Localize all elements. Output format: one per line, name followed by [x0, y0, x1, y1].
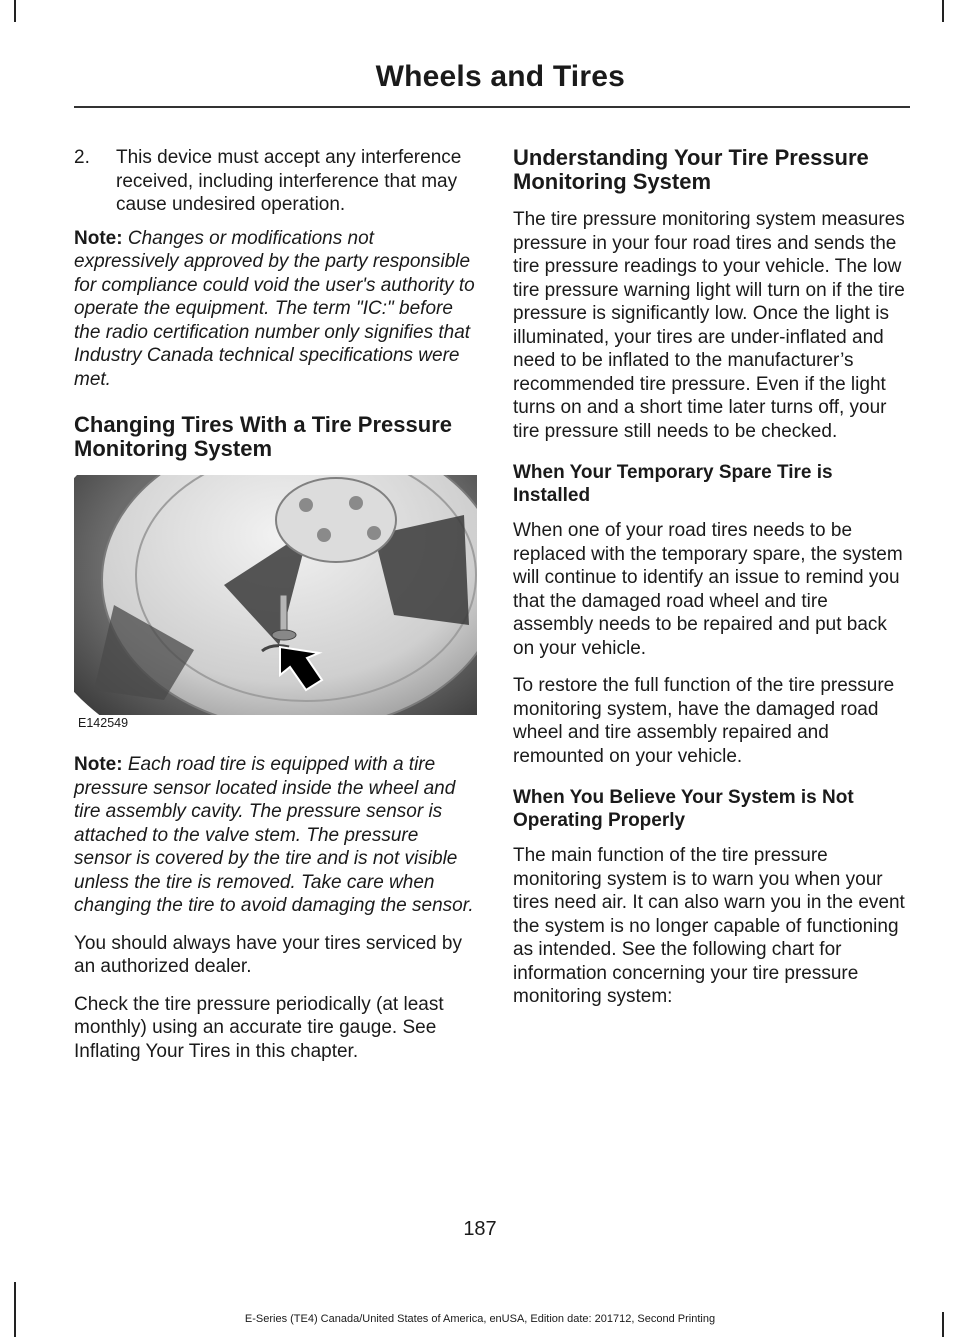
wheel-illustration — [74, 475, 477, 715]
paragraph-main-function: The main function of the tire pressure monitoring system is to warn you when your tires need air. It can also warn you in the event the system is no longer capable of functioning as intended. See the following chart for information concerning your tire pressure monitoring system: — [513, 845, 905, 1007]
paragraph-restore-function: To restore the full function of the tire pressure monitoring system, have the damaged road wheel and tire assembly repaired and remounted on your vehicle. — [513, 675, 895, 767]
page-number: 187 — [463, 1218, 497, 1240]
right-column — [513, 146, 907, 1023]
note-modifications — [74, 227, 477, 392]
subheading-temporary-spare: When Your Temporary Spare Tire is Installed — [513, 462, 833, 506]
note-sensor — [74, 753, 477, 918]
list-item — [74, 146, 477, 217]
crop-mark-top-left — [14, 0, 16, 22]
note-label: Note: — [74, 754, 123, 775]
figure-id: E142549 — [78, 715, 129, 730]
hub — [276, 478, 396, 562]
note-label: Note: — [74, 227, 123, 249]
crop-mark-bottom-left — [14, 1282, 16, 1337]
paragraph-check-pressure: Check the tire pressure periodically (at least monthly) using an accurate tire gauge. See Inflating Your Tires in this chapter. — [74, 993, 444, 1062]
note-text: Changes or modifications not expressively approved by the party responsible for compliance could void the user's authority to operate the equipment. The term "IC:" before the radio certification number only signifies that Industry Canada technical specifications were met. — [74, 227, 475, 390]
list-number: 2. — [74, 147, 90, 168]
footer-edition-info: E-Series (TE4) Canada/United States of America, enUSA, Edition date: 201712, Second Printing — [244, 1313, 716, 1325]
tire-valve-figure — [74, 475, 477, 735]
header-divider — [74, 106, 910, 108]
section-heading-understanding: Understanding Your Tire Pressure Monitoring System — [513, 145, 869, 194]
paragraph-service: You should always have your tires serviced by an authorized dealer. — [74, 932, 462, 977]
page-title: Wheels and Tires — [375, 60, 625, 93]
left-column — [74, 146, 477, 1077]
list-text: This device must accept any interference received, including interference that may cause undesired operation. — [116, 147, 462, 215]
crop-mark-top-right — [942, 0, 944, 22]
note-text: Each road tire is equipped with a tire pressure sensor located inside the wheel and tire assembly cavity. The pressure sensor is attached to the valve stem. The pressure sensor is covered by the tire and is not visible unless the tire is removed. Take care when changing the tire to avoid damaging the sensor. — [74, 754, 474, 916]
paragraph-system-overview: The tire pressure monitoring system measures pressure in your four road tires and sends the tire pressure readings to your vehicle. The low tire pressure warning light will turn on if the tire pressure is significantly low. Once the light is illuminated, your tires are under-inflated and need to be inflated to the manufacturer’s recommended tire pressure. Even if the light turns on and a short time later turns off, your tire pressure still needs to be checked. — [513, 209, 905, 442]
paragraph-spare-installed: When one of your road tires needs to be replaced with the temporary spare, the system will continue to identify an issue to remind you that the damaged road wheel and tire assembly needs to be repaired and put back on your vehicle. — [513, 520, 903, 659]
valve-stem — [280, 595, 287, 633]
subheading-not-operating: When You Believe Your System is Not Operating Properly — [513, 787, 854, 831]
section-heading-changing-tires: Changing Tires With a Tire Pressure Monitoring System — [74, 412, 452, 461]
